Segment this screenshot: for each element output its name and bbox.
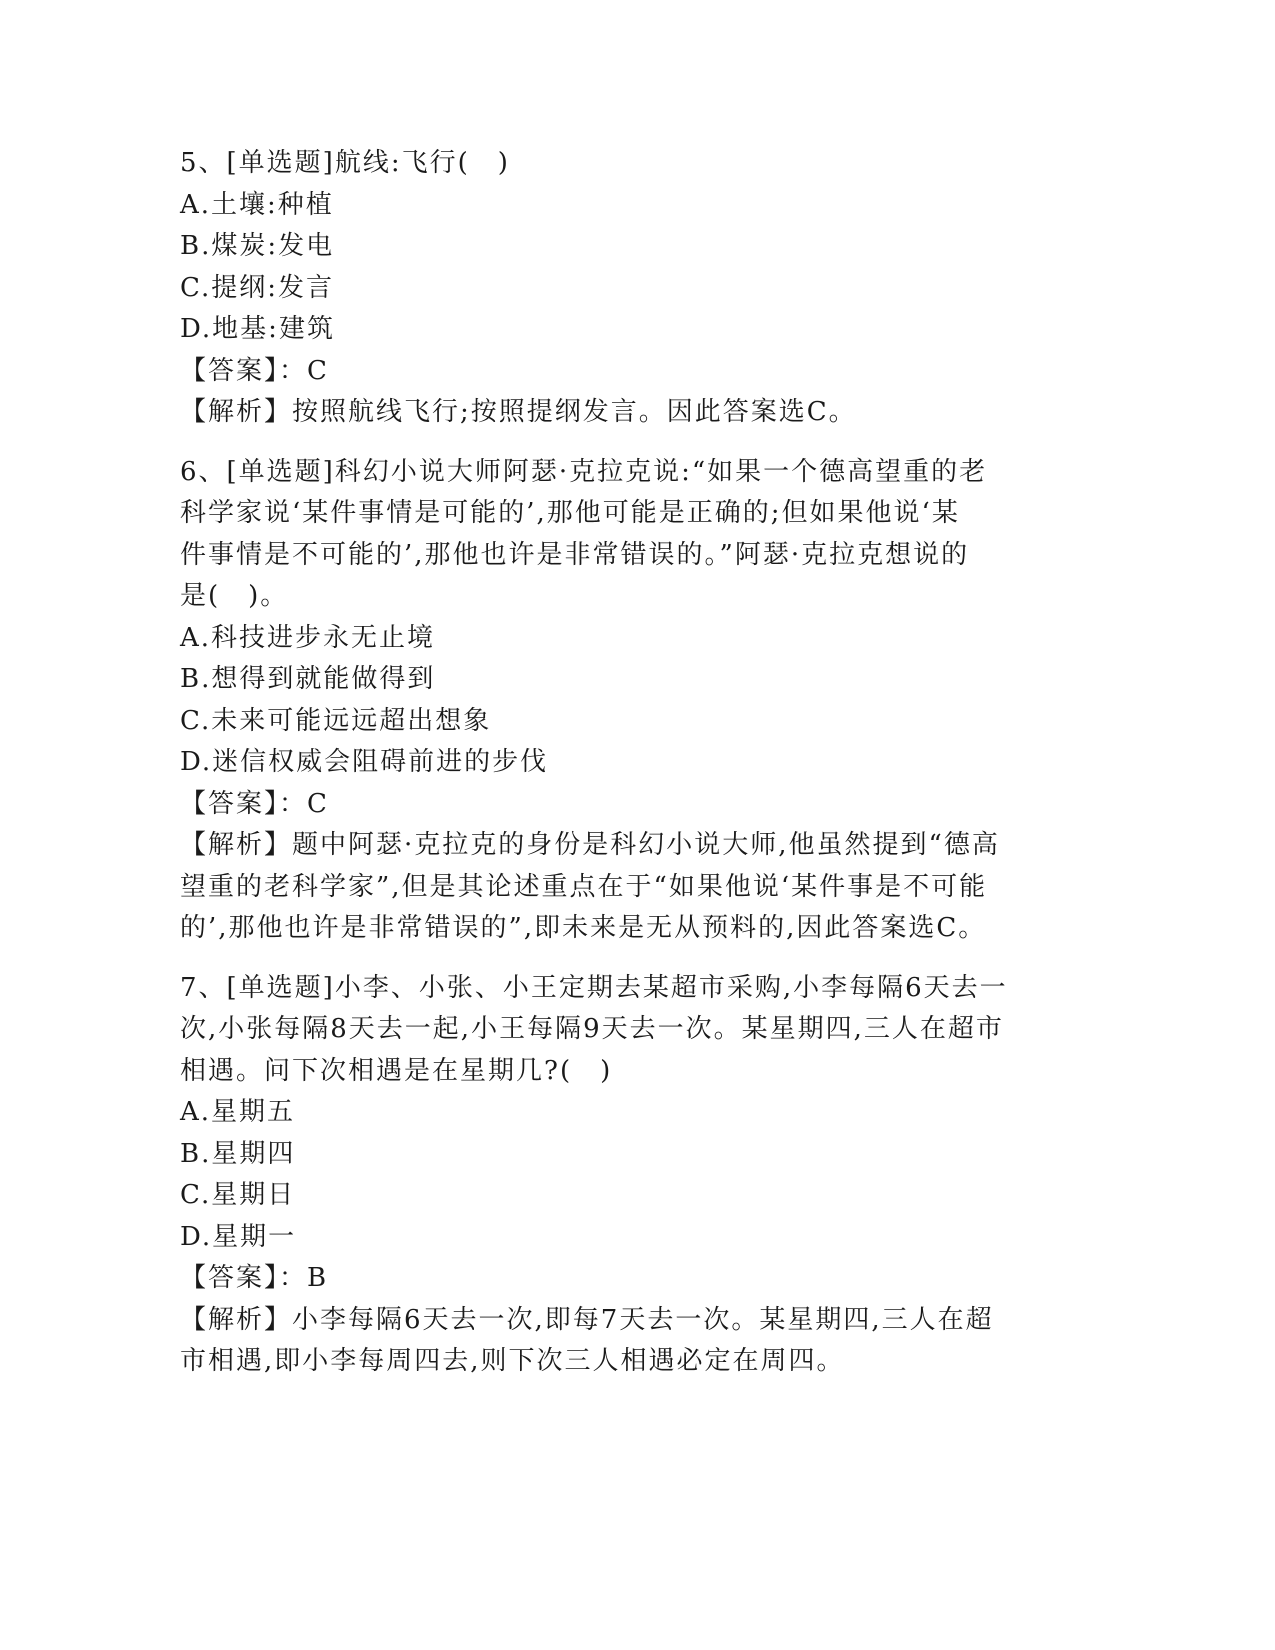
stem-line: 件事情是不可能的’,那他也许是非常错误的。”阿瑟·克拉克想说的 [180, 539, 970, 570]
analysis-line: 市相遇,即小李每周四去,则下次三人相遇必定在周四。 [180, 1346, 845, 1376]
stem-line: 5、[单选题]航线:飞行( ) [180, 148, 510, 178]
option-a: A.土壤:种植 [180, 189, 334, 220]
answer: 【答案】：B [180, 1263, 329, 1293]
question-6 [180, 452, 1050, 950]
option-d: D.地基:建筑 [180, 314, 335, 344]
question-stem [180, 143, 1050, 185]
document-page [180, 143, 1050, 1401]
stem-line: 次,小张每隔8天去一起,小王每隔9天去一次。某星期四,三人在超市 [180, 1014, 1004, 1044]
option-a: A.星期五 [180, 1097, 296, 1127]
stem-line: 6、[单选题]科幻小说大师阿瑟·克拉克说:“如果一个德高望重的老 [180, 456, 988, 487]
option-c: C.提纲:发言 [180, 272, 334, 303]
question-7 [180, 968, 1050, 1383]
option-c: C.星期日 [180, 1180, 296, 1210]
option-c: C.未来可能远远超出想象 [180, 705, 492, 736]
question-5 [180, 143, 1050, 434]
option-d: D.星期一 [180, 1221, 297, 1252]
option-a: A.科技进步永无止境 [180, 622, 436, 653]
stem-line: 科学家说‘某件事情是可能的’,那他可能是正确的;但如果他说‘某 [180, 498, 960, 528]
option-b: B.星期四 [180, 1138, 296, 1169]
stem-line: 是( )。 [180, 581, 289, 611]
analysis-line: 望重的老科学家”,但是其论述重点在于“如果他说‘某件事是不可能 [180, 871, 988, 902]
analysis-line: 【解析】按照航线飞行;按照提纲发言。因此答案选C。 [180, 397, 857, 427]
analysis-line: 的’,那他也许是非常错误的”,即未来是无从预料的,因此答案选C。 [180, 913, 987, 943]
stem-line: 7、[单选题]小李、小张、小王定期去某超市采购,小李每隔6天去一 [180, 972, 1008, 1003]
option-d: D.迷信权威会阻碍前进的步伐 [180, 747, 549, 777]
answer: 【答案】：C [180, 788, 329, 819]
stem-line: 相遇。问下次相遇是在星期几?( ) [180, 1055, 613, 1086]
analysis-line: 【解析】小李每隔6天去一次,即每7天去一次。某星期四,三人在超 [180, 1304, 994, 1335]
answer: 【答案】：C [180, 355, 329, 386]
analysis-line: 【解析】题中阿瑟·克拉克的身份是科幻小说大师,他虽然提到“德高 [180, 830, 1000, 860]
option-b: B.想得到就能做得到 [180, 664, 436, 694]
option-b: B.煤炭:发电 [180, 231, 335, 261]
